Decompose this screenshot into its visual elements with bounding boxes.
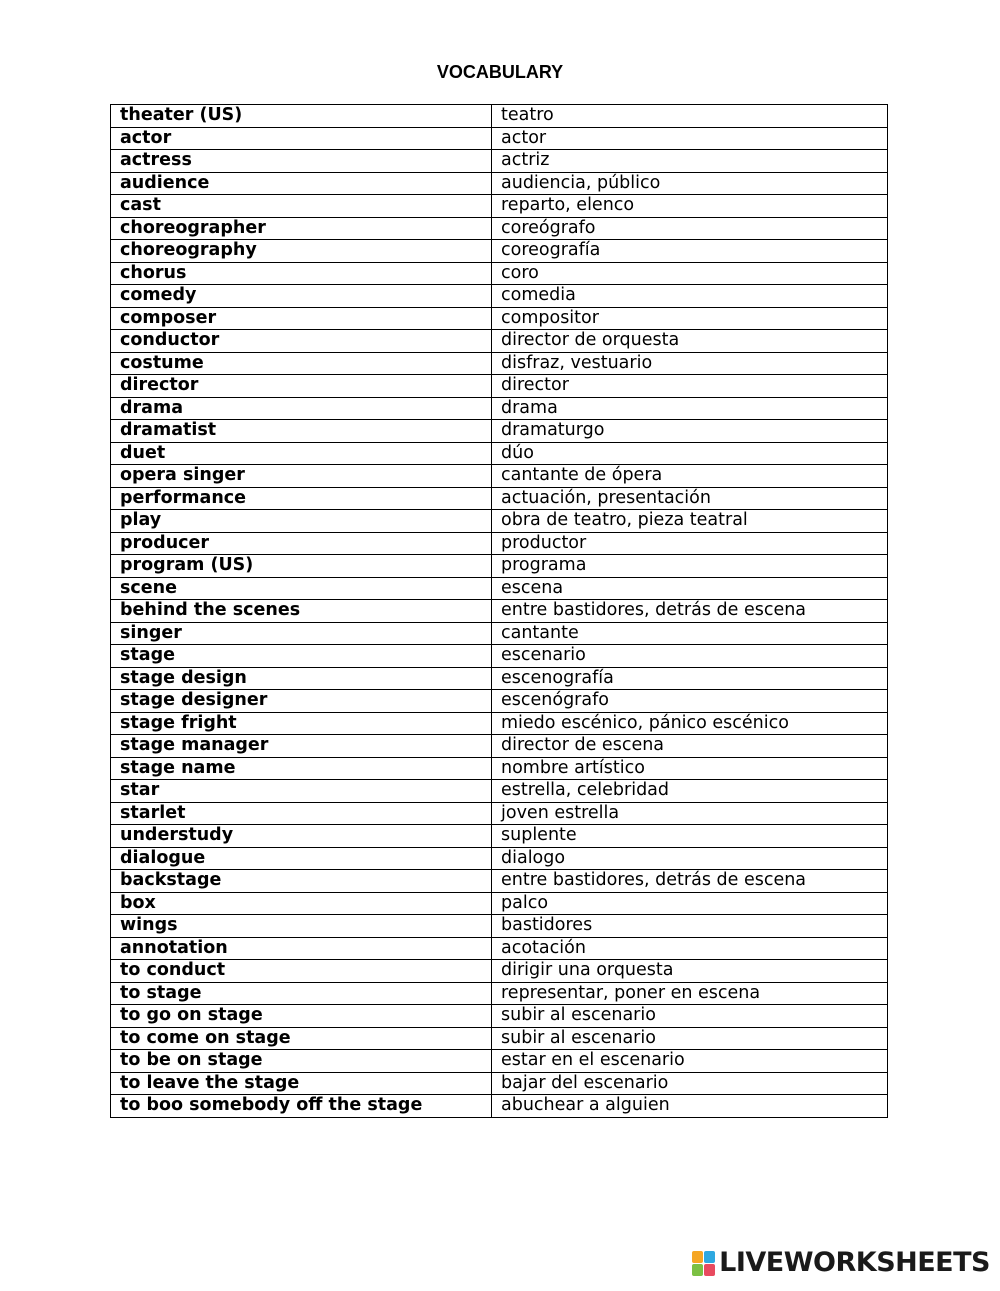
english-term: singer	[111, 622, 492, 645]
spanish-translation: entre bastidores, detrás de escena	[492, 600, 888, 623]
english-term: stage designer	[111, 690, 492, 713]
spanish-translation: director de orquesta	[492, 330, 888, 353]
table-row	[111, 802, 888, 825]
table-row	[111, 285, 888, 308]
spanish-translation: audiencia, público	[492, 172, 888, 195]
table-row	[111, 780, 888, 803]
table-row	[111, 690, 888, 713]
english-term: actor	[111, 127, 492, 150]
table-row	[111, 442, 888, 465]
english-term: comedy	[111, 285, 492, 308]
spanish-translation: escena	[492, 577, 888, 600]
table-row	[111, 645, 888, 668]
spanish-translation: compositor	[492, 307, 888, 330]
english-term: dialogue	[111, 847, 492, 870]
spanish-translation: actuación, presentación	[492, 487, 888, 510]
logo-block	[704, 1264, 715, 1276]
spanish-translation: escenario	[492, 645, 888, 668]
table-row	[111, 825, 888, 848]
english-term: program (US)	[111, 555, 492, 578]
english-term: choreography	[111, 240, 492, 263]
english-term: stage design	[111, 667, 492, 690]
table-row	[111, 600, 888, 623]
english-term: understudy	[111, 825, 492, 848]
table-row	[111, 262, 888, 285]
english-term: actress	[111, 150, 492, 173]
table-row	[111, 915, 888, 938]
spanish-translation: escenografía	[492, 667, 888, 690]
spanish-translation: cantante de ópera	[492, 465, 888, 488]
english-term: chorus	[111, 262, 492, 285]
english-term: backstage	[111, 870, 492, 893]
liveworksheets-logo-icon	[692, 1251, 715, 1276]
table-row	[111, 757, 888, 780]
table-row	[111, 330, 888, 353]
english-term: behind the scenes	[111, 600, 492, 623]
english-term: duet	[111, 442, 492, 465]
spanish-translation: drama	[492, 397, 888, 420]
english-term: director	[111, 375, 492, 398]
table-row	[111, 870, 888, 893]
spanish-translation: actriz	[492, 150, 888, 173]
english-term: stage fright	[111, 712, 492, 735]
english-term: to go on stage	[111, 1005, 492, 1028]
english-term: conductor	[111, 330, 492, 353]
spanish-translation: miedo escénico, pánico escénico	[492, 712, 888, 735]
table-row	[111, 960, 888, 983]
spanish-translation: obra de teatro, pieza teatral	[492, 510, 888, 533]
table-row	[111, 397, 888, 420]
table-row	[111, 307, 888, 330]
table-row	[111, 352, 888, 375]
spanish-translation: coreografía	[492, 240, 888, 263]
english-term: stage manager	[111, 735, 492, 758]
table-row	[111, 577, 888, 600]
english-term: performance	[111, 487, 492, 510]
table-row	[111, 555, 888, 578]
english-term: annotation	[111, 937, 492, 960]
vocabulary-table-body	[111, 105, 888, 1118]
logo-block	[692, 1251, 703, 1263]
table-row	[111, 105, 888, 128]
spanish-translation: productor	[492, 532, 888, 555]
spanish-translation: joven estrella	[492, 802, 888, 825]
english-term: opera singer	[111, 465, 492, 488]
table-row	[111, 847, 888, 870]
spanish-translation: palco	[492, 892, 888, 915]
spanish-translation: cantante	[492, 622, 888, 645]
spanish-translation: estar en el escenario	[492, 1050, 888, 1073]
english-term: to come on stage	[111, 1027, 492, 1050]
english-term: theater (US)	[111, 105, 492, 128]
spanish-translation: actor	[492, 127, 888, 150]
english-term: to leave the stage	[111, 1072, 492, 1095]
english-term: scene	[111, 577, 492, 600]
english-term: drama	[111, 397, 492, 420]
english-term: starlet	[111, 802, 492, 825]
english-term: wings	[111, 915, 492, 938]
table-row	[111, 1072, 888, 1095]
table-row	[111, 487, 888, 510]
spanish-translation: director de escena	[492, 735, 888, 758]
spanish-translation: dramaturgo	[492, 420, 888, 443]
english-term: to stage	[111, 982, 492, 1005]
table-row	[111, 195, 888, 218]
spanish-translation: director	[492, 375, 888, 398]
spanish-translation: entre bastidores, detrás de escena	[492, 870, 888, 893]
english-term: cast	[111, 195, 492, 218]
table-row	[111, 1095, 888, 1118]
english-term: costume	[111, 352, 492, 375]
table-row	[111, 735, 888, 758]
table-row	[111, 1050, 888, 1073]
logo-block	[704, 1251, 715, 1263]
spanish-translation: representar, poner en escena	[492, 982, 888, 1005]
spanish-translation: nombre artístico	[492, 757, 888, 780]
vocabulary-table	[110, 104, 888, 1118]
table-row	[111, 240, 888, 263]
spanish-translation: dirigir una orquesta	[492, 960, 888, 983]
brand-name: LIVEWORKSHEETS	[719, 1247, 990, 1278]
english-term: audience	[111, 172, 492, 195]
table-row	[111, 172, 888, 195]
english-term: star	[111, 780, 492, 803]
english-term: to be on stage	[111, 1050, 492, 1073]
spanish-translation: dialogo	[492, 847, 888, 870]
spanish-translation: reparto, elenco	[492, 195, 888, 218]
spanish-translation: teatro	[492, 105, 888, 128]
spanish-translation: coro	[492, 262, 888, 285]
spanish-translation: subir al escenario	[492, 1005, 888, 1028]
document-title: VOCABULARY	[436, 62, 564, 82]
english-term: dramatist	[111, 420, 492, 443]
spanish-translation: programa	[492, 555, 888, 578]
english-term: composer	[111, 307, 492, 330]
spanish-translation: bastidores	[492, 915, 888, 938]
table-row	[111, 127, 888, 150]
table-row	[111, 420, 888, 443]
spanish-translation: acotación	[492, 937, 888, 960]
table-row	[111, 1005, 888, 1028]
spanish-translation: bajar del escenario	[492, 1072, 888, 1095]
spanish-translation: dúo	[492, 442, 888, 465]
table-row	[111, 712, 888, 735]
logo-block	[692, 1264, 703, 1276]
spanish-translation: coreógrafo	[492, 217, 888, 240]
spanish-translation: suplente	[492, 825, 888, 848]
english-term: to conduct	[111, 960, 492, 983]
table-row	[111, 217, 888, 240]
english-term: stage name	[111, 757, 492, 780]
table-row	[111, 532, 888, 555]
table-row	[111, 892, 888, 915]
table-row	[111, 510, 888, 533]
table-row	[111, 667, 888, 690]
english-term: stage	[111, 645, 492, 668]
english-term: to boo somebody off the stage	[111, 1095, 492, 1118]
table-row	[111, 150, 888, 173]
spanish-translation: comedia	[492, 285, 888, 308]
spanish-translation: escenógrafo	[492, 690, 888, 713]
english-term: play	[111, 510, 492, 533]
table-row	[111, 982, 888, 1005]
table-row	[111, 622, 888, 645]
english-term: producer	[111, 532, 492, 555]
table-row	[111, 937, 888, 960]
spanish-translation: subir al escenario	[492, 1027, 888, 1050]
spanish-translation: estrella, celebridad	[492, 780, 888, 803]
table-row	[111, 375, 888, 398]
table-row	[111, 465, 888, 488]
spanish-translation: disfraz, vestuario	[492, 352, 888, 375]
table-row	[111, 1027, 888, 1050]
english-term: choreographer	[111, 217, 492, 240]
english-term: box	[111, 892, 492, 915]
brand-footer	[692, 1248, 990, 1278]
spanish-translation: abuchear a alguien	[492, 1095, 888, 1118]
